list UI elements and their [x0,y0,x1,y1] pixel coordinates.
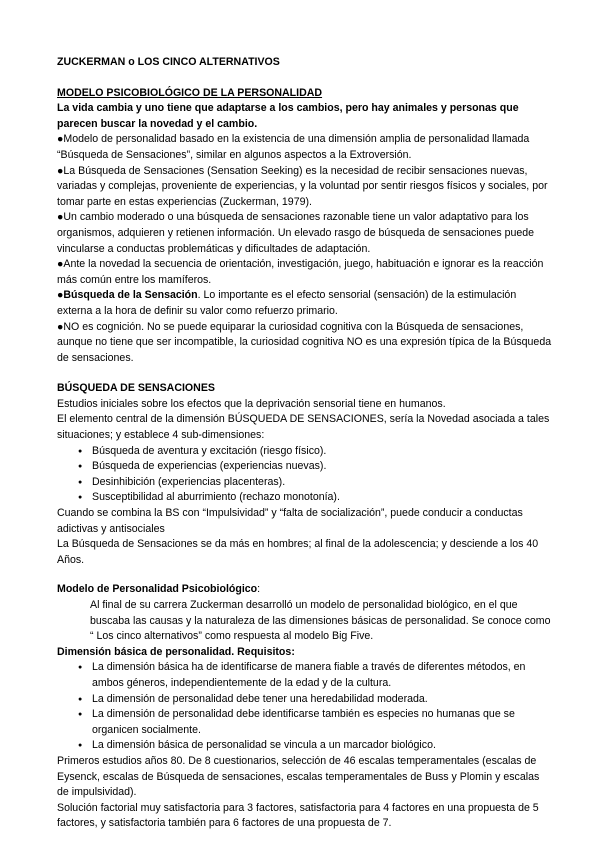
paragraph: La Búsqueda de Sensaciones se da más en hombres; al final de la adolescencia; y desciende a los 40 Años. [57,538,539,566]
paragraph: Cuando se combina la BS con “Impulsividad” y “falta de socialización”, puede conducir a conductas adictivas y antisociales [57,507,523,535]
document-page [57,55,552,832]
section-heading-modelo [57,582,552,598]
spacer [57,568,552,582]
heading-text: Dimensión básica de personalidad. Requisitos [57,645,292,658]
bold-term: ●Búsqueda de la Sensación [57,289,198,302]
list-item: ● Búsqueda de aventura y excitación (riesgo físico). [57,444,552,460]
paragraph: Estudios iniciales sobre los efectos que la deprivación sensorial tiene en humanos. [57,397,446,410]
paragraph: ●NO es cognición. No se puede equiparar la curiosidad cognitiva con la Búsqueda de sensaciones, aunque no tiene que ser incompatible, la curiosidad cognitiva NO es una expresión típica de la Búsqueda de sensaciones. [57,320,552,364]
paragraph: ●La Búsqueda de Sensaciones (Sensation Seeking) es la necesidad de recibir sensaciones nuevas, variadas y complejas, proveniente de experiencias, y la voluntad por sentir riesgos físicos y sociales, por tomar parte en estas experiencias (Zuckerman, 1979). [57,164,548,208]
heading-colon: : [257,583,261,596]
paragraph [57,288,552,319]
section-heading-busqueda: BÚSQUEDA DE SENSACIONES [57,382,215,395]
list-item: ● Susceptibilidad al aburrimiento (rechazo monotonía). [57,490,552,506]
list-item: ● La dimensión de personalidad debe tener una heredabilidad moderada. [57,692,552,708]
subdimension-list [57,444,552,506]
paragraph: El elemento central de la dimensión BÚSQUEDA DE SENSACIONES, sería la Novedad asociada a tales situaciones; y establece 4 sub-dimensiones: [57,413,550,442]
paragraph: Primeros estudios años 80. De 8 cuestionarios, selección de 46 escalas temperamentales (escalas de Eysenck, escalas de Búsqueda de sensaciones, escalas temperamentales de Buss y Plomin y escalas de impulsividad). [57,754,540,799]
requisitos-list [57,660,552,754]
requisitos-heading [57,645,552,661]
paragraph: Solución factorial muy satisfactoria para 3 factores, satisfactoria para 4 factores en una propuesta de 5 factores, y satisfactoria también para 6 factores de una propuesta de 7. [57,801,539,830]
paragraph-text: . Lo importante es el efecto sensorial (sensación) de la estimulación externa a la hora de definir su valor como refuerzo primario. [57,289,517,317]
list-item: ● Búsqueda de experiencias (experiencias nuevas). [57,459,552,475]
list-item: ● Desinhibición (experiencias placenteras). [57,475,552,491]
intro-bold-paragraph: La vida cambia y uno tiene que adaptarse a los cambios, pero hay animales y personas que parecen buscar la novedad y el cambio. [57,102,519,130]
indented-block [57,598,552,645]
paragraph: Al final de su carrera Zuckerman desarrolló un modelo de personalidad biológico, en el que buscaba las causas y la naturaleza de las dimensiones básicas de personalidad. Se conoce como “ Los cinco alternativos” como respuesta al modelo Big Five. [90,599,551,643]
list-item: ● La dimensión de personalidad debe identificarse también es especies no humanas que se organicen socialmente. [57,707,552,738]
heading-text: Modelo de Personalidad Psicobiológico [57,583,258,596]
heading-colon: : [291,645,295,658]
paragraph: ●Modelo de personalidad basado en la existencia de una dimensión amplia de personalidad llamada “Búsqueda de Sensaciones”, similar en algunos aspectos a la Extroversión. [57,133,530,161]
paragraph: ●Ante la novedad la secuencia de orientación, investigación, juego, habituación e ignorar es la reacción más común entre los mamíferos. [57,258,544,286]
list-item: ● La dimensión básica de personalidad se vincula a un marcador biológico. [57,738,552,754]
paragraph: ●Un cambio moderado o una búsqueda de sensaciones razonable tiene un valor adaptativo para los organismos, adquieren y retienen información. Un elevado rasgo de búsqueda de sensaciones puede vincularse a conductas problemáticas y dificultades de adaptación. [57,211,535,255]
document-title: ZUCKERMAN o LOS CINCO ALTERNATIVOS [57,56,280,68]
section-heading-psicobiologico: MODELO PSICOBIOLÓGICO DE LA PERSONALIDAD [57,86,323,99]
list-item: ● La dimensión básica ha de identificarse de manera fiable a través de diferentes métodos, en ambos géneros, independientemente de la edad y de la cultura. [57,660,552,691]
